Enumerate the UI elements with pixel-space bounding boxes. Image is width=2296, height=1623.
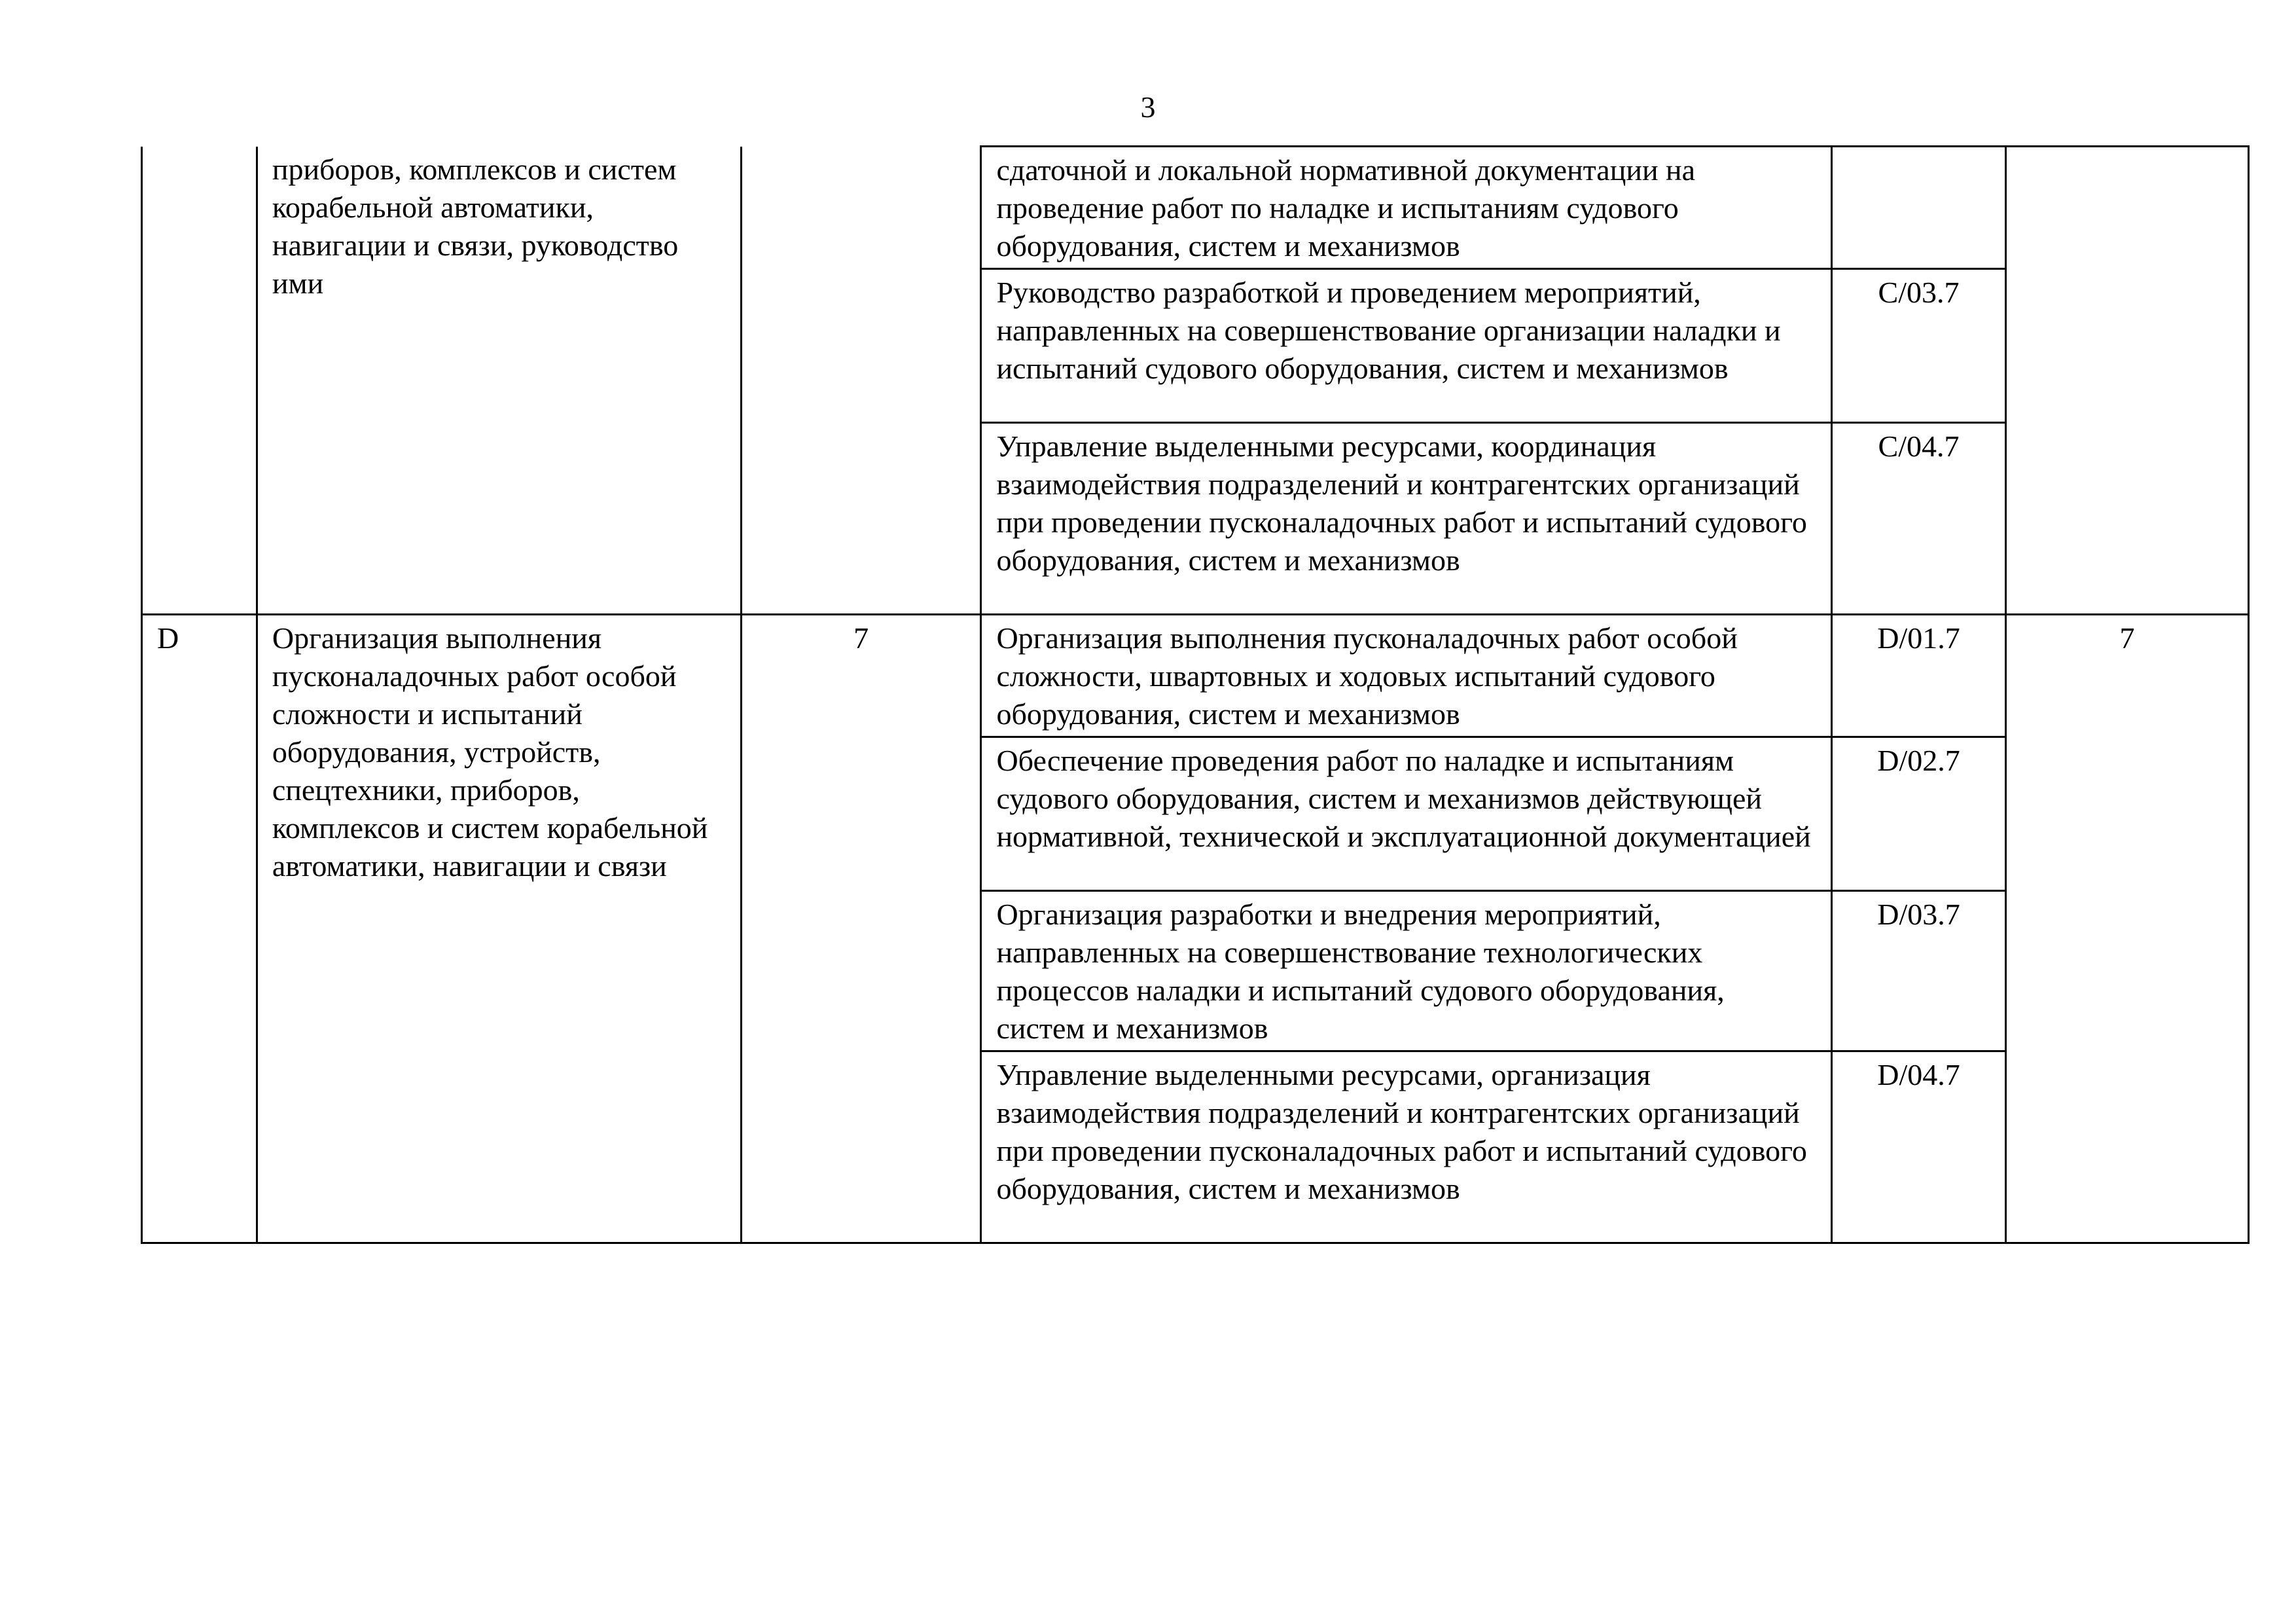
labor-function-code-cell: D/04.7 <box>1832 1051 2006 1243</box>
labor-function-name-cell: Организация разработки и внедрения мероприятий, направленных на совершенствование технологических процессов наладки и испытаний судового оборудования, систем и механизмов <box>981 891 1832 1051</box>
labor-function-level-cell <box>2005 147 2248 615</box>
gen-function-code-cell: D <box>142 615 257 1243</box>
gen-function-name-cell: Организация выполнения пусконаладочных работ особой сложности и испытаний оборудования, устройств, спецтехники, приборов, комплексов и систем корабельной автоматики, навигации и связи <box>257 615 741 1243</box>
labor-function-name-cell: Обеспечение проведения работ по наладке и испытаниям судового оборудования, систем и механизмов действующей нормативной, технической и эксплуатационной документацией <box>981 737 1832 891</box>
labor-function-name-cell: Управление выделенными ресурсами, координация взаимодействия подразделений и контрагентских организаций при проведении пусконаладочных работ и испытаний судового оборудования, систем и механизмов <box>981 423 1832 615</box>
labor-function-name-cell: Управление выделенными ресурсами, организация взаимодействия подразделений и контрагентских организаций при проведении пусконаладочных работ и испытаний судового оборудования, систем и механизмов <box>981 1051 1832 1243</box>
table-row <box>142 147 2249 269</box>
labor-function-code-cell: D/03.7 <box>1832 891 2006 1051</box>
labor-function-code-cell: C/04.7 <box>1832 423 2006 615</box>
labor-function-code-cell <box>1832 147 2006 269</box>
functions-table <box>141 145 2250 1244</box>
labor-function-name-cell: Организация выполнения пусконаладочных работ особой сложности, швартовных и ходовых испытаний судового оборудования, систем и механизмов <box>981 615 1832 737</box>
labor-function-name-cell: сдаточной и локальной нормативной документации на проведение работ по наладке и испытаниям судового оборудования, систем и механизмов <box>981 147 1832 269</box>
labor-function-code-cell: C/03.7 <box>1832 269 2006 423</box>
labor-function-name-cell: Руководство разработкой и проведением мероприятий, направленных на совершенствование организации наладки и испытаний судового оборудования, систем и механизмов <box>981 269 1832 423</box>
gen-function-level-cell: 7 <box>741 615 981 1243</box>
page-number: 3 <box>1140 90 1156 124</box>
labor-function-level-cell: 7 <box>2005 615 2248 1243</box>
gen-function-name-cell: приборов, комплексов и систем корабельной автоматики, навигации и связи, руководство ими <box>257 147 741 615</box>
gen-function-code-cell <box>142 147 257 615</box>
labor-function-code-cell: D/01.7 <box>1832 615 2006 737</box>
gen-function-level-cell <box>741 147 981 615</box>
table-row <box>142 615 2249 737</box>
labor-function-code-cell: D/02.7 <box>1832 737 2006 891</box>
